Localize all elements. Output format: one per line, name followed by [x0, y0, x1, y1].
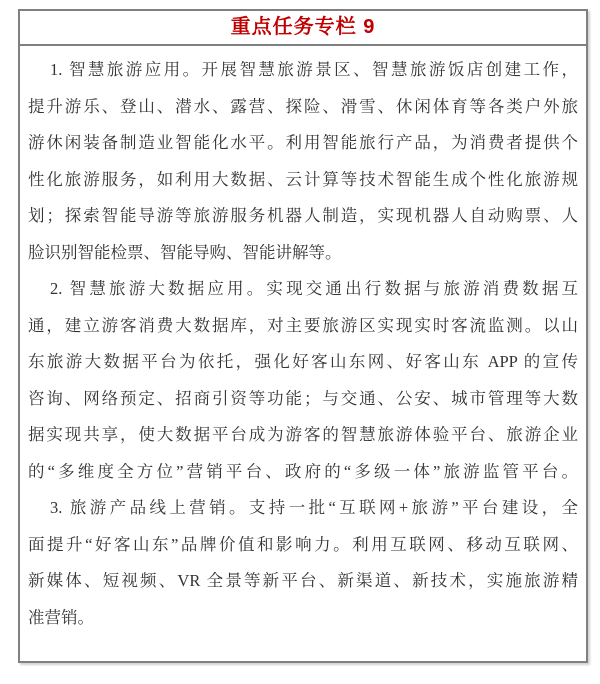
- text-line: 东旅游大数据平台为依托，强化好客山东网、好客山东 APP 的宣传: [28, 352, 578, 371]
- text-line: 据实现共享，使大数据平台成为游客的智慧旅游体验平台、旅游企业: [28, 425, 578, 444]
- paragraph-2: [28, 271, 578, 490]
- text-line: 划；探索智能导游等旅游服务机器人制造，实现机器人自动购票、人: [28, 206, 578, 225]
- key-tasks-panel: [18, 9, 588, 663]
- text-line: 3. 旅游产品线上营销。支持一批“互联网+旅游”平台建设，全: [50, 498, 578, 517]
- text-line: 提升游乐、登山、潜水、露营、探险、滑雪、休闲体育等各类户外旅: [28, 96, 578, 116]
- text-line: 1. 智慧旅游应用。开展智慧旅游景区、智慧旅游饭店创建工作，: [50, 60, 578, 79]
- text-line: 脸识别智能检票、智能导购、智能讲解等。: [28, 242, 342, 262]
- text-line: 2. 智慧旅游大数据应用。实现交通出行数据与旅游消费数据互: [50, 279, 578, 298]
- panel-title: 重点任务专栏 9: [230, 16, 376, 38]
- text-line: 咨询、网络预定、招商引资等功能；与交通、公安、城市管理等大数: [28, 388, 578, 408]
- paragraph-1: [28, 52, 578, 271]
- text-line: 的“多维度全方位”营销平台、政府的“多级一体”旅游监管平台。: [28, 461, 578, 481]
- text-line: 性化旅游服务，如利用大数据、云计算等技术智能生成个性化旅游规: [28, 169, 578, 189]
- text-line: 新媒体、短视频、VR 全景等新平台、新渠道、新技术，实施旅游精: [28, 571, 578, 590]
- text-line: 通，建立游客消费大数据库，对主要旅游区实现实时客流监测。以山: [28, 315, 578, 335]
- text-line: 准营销。: [28, 607, 94, 627]
- text-line: 面提升“好客山东”品牌价值和影响力。利用互联网、移动互联网、: [28, 534, 578, 554]
- paragraph-3: [28, 490, 578, 636]
- panel-body: [20, 46, 586, 636]
- text-line: 游休闲装备制造业智能化水平。利用智能旅行产品，为消费者提供个: [28, 133, 578, 152]
